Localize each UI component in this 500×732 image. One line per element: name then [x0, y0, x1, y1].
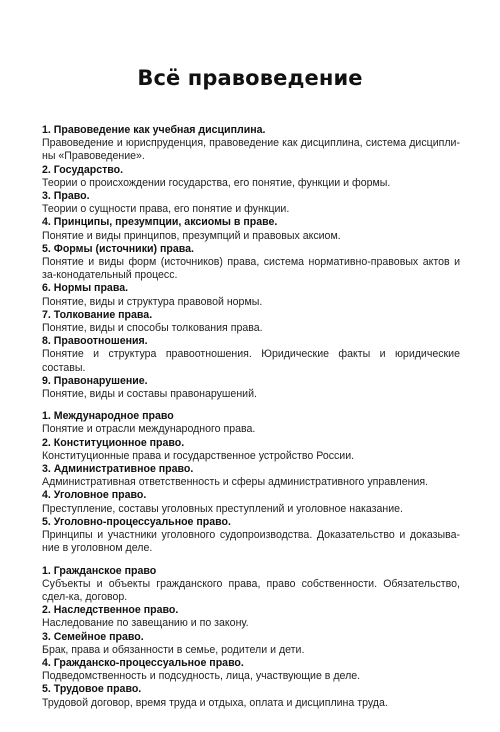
toc-item-heading: 1. Гражданское право [42, 564, 157, 577]
page-title: Всё правоведение [137, 66, 363, 90]
toc-item [42, 516, 460, 556]
toc-item-description: Правоведение и юриспруденция, правоведение как дисциплина, система дисципли-ны «Правоведение». [42, 137, 460, 163]
toc-item-description: Подведомственность и подсудность, лица, участвующие в деле. [42, 670, 361, 683]
toc-item [42, 124, 460, 164]
toc-item-heading: 8. Правоотношения. [42, 335, 148, 348]
toc-item [42, 282, 460, 308]
toc-item-description: Понятие, виды и способы толкования права. [42, 322, 263, 335]
toc-item-description: Субъекты и объекты гражданского права, право собственности. Обязательство, сдел-ка, договор. [42, 577, 460, 603]
toc-item-description: Понятие и виды форм (источников) права, система нормативно-правовых актов и за-конодательный процесс. [42, 256, 460, 282]
toc-item-description: Понятие, виды и составы правонарушений. [42, 388, 257, 401]
toc-item-heading: 1. Правоведение как учебная дисциплина. [42, 124, 266, 136]
toc-item-description: Теории о происхождении государства, его понятие, функции и формы. [42, 176, 391, 189]
toc-item [42, 309, 460, 335]
toc-item-heading: 3. Право. [42, 190, 90, 203]
toc-item-description: Наследование по завещанию и по закону. [42, 617, 249, 630]
toc-item [42, 243, 460, 283]
section-1 [42, 124, 460, 401]
toc-item-description: Преступление, составы уголовных преступлений и уголовное наказание. [42, 502, 403, 515]
toc-item [42, 437, 460, 463]
toc-item [42, 657, 460, 683]
toc-item-heading: 2. Конституционное право. [42, 436, 185, 449]
toc-item [42, 164, 460, 190]
toc-item-heading: 9. Правонарушение. [42, 374, 148, 387]
toc-item [42, 410, 460, 436]
toc-item-heading: 7. Толкование права. [42, 308, 153, 321]
toc-item-description: Понятие, виды и структура правовой нормы. [42, 295, 263, 308]
toc-item-heading: 4. Принципы, презумпции, аксиомы в праве. [42, 216, 278, 229]
toc-item-description: Теории о сущности права, его понятие и функции. [42, 203, 290, 216]
section-3 [42, 565, 460, 710]
toc-item-description: Понятие и отрасли международного права. [42, 423, 256, 436]
toc-item-heading: 5. Уголовно-процессуальное право. [42, 515, 231, 528]
section-2 [42, 410, 460, 555]
toc-item-heading: 2. Государство. [42, 163, 124, 176]
toc-item [42, 489, 460, 515]
toc-item [42, 604, 460, 630]
toc-item-heading: 6. Нормы права. [42, 282, 129, 295]
toc-item [42, 631, 460, 657]
toc-item-description: Конституционные права и государственное устройство России. [42, 449, 355, 462]
toc-item-description: Понятие и структура правоотношения. Юридические факты и юридические составы. [42, 348, 460, 374]
toc-item-heading: 3. Семейное право. [42, 630, 144, 643]
toc-item-description: Брак, права и обязанности в семье, родители и дети. [42, 643, 305, 656]
toc-item [42, 463, 460, 489]
toc-item-heading: 3. Административное право. [42, 463, 194, 476]
toc-item-heading: 1. Международное право [42, 410, 174, 423]
toc-item-description: Понятие и виды принципов, презумпций и правовых аксиом. [42, 229, 341, 242]
toc-item-heading: 4. Уголовное право. [42, 489, 147, 502]
toc-item [42, 565, 460, 605]
toc-item-heading: 2. Наследственное право. [42, 604, 179, 617]
toc-item-heading: 5. Трудовое право. [42, 683, 142, 696]
toc-item [42, 190, 460, 216]
table-of-contents [42, 124, 460, 710]
toc-item [42, 683, 460, 709]
toc-item-description: Административная ответственность и сферы административного управления. [42, 476, 429, 489]
toc-item-heading: 4. Гражданско-процессуальное право. [42, 656, 244, 669]
toc-item-heading: 5. Формы (источники) права. [42, 242, 194, 255]
toc-item-description: Принципы и участники уголовного судопроизводства. Доказательство и доказыва-ние в уголовном деле. [42, 529, 460, 555]
toc-item [42, 335, 460, 375]
toc-item [42, 216, 460, 242]
toc-item-description: Трудовой договор, время труда и отдыха, оплата и дисциплина труда. [42, 696, 388, 709]
toc-item [42, 375, 460, 401]
